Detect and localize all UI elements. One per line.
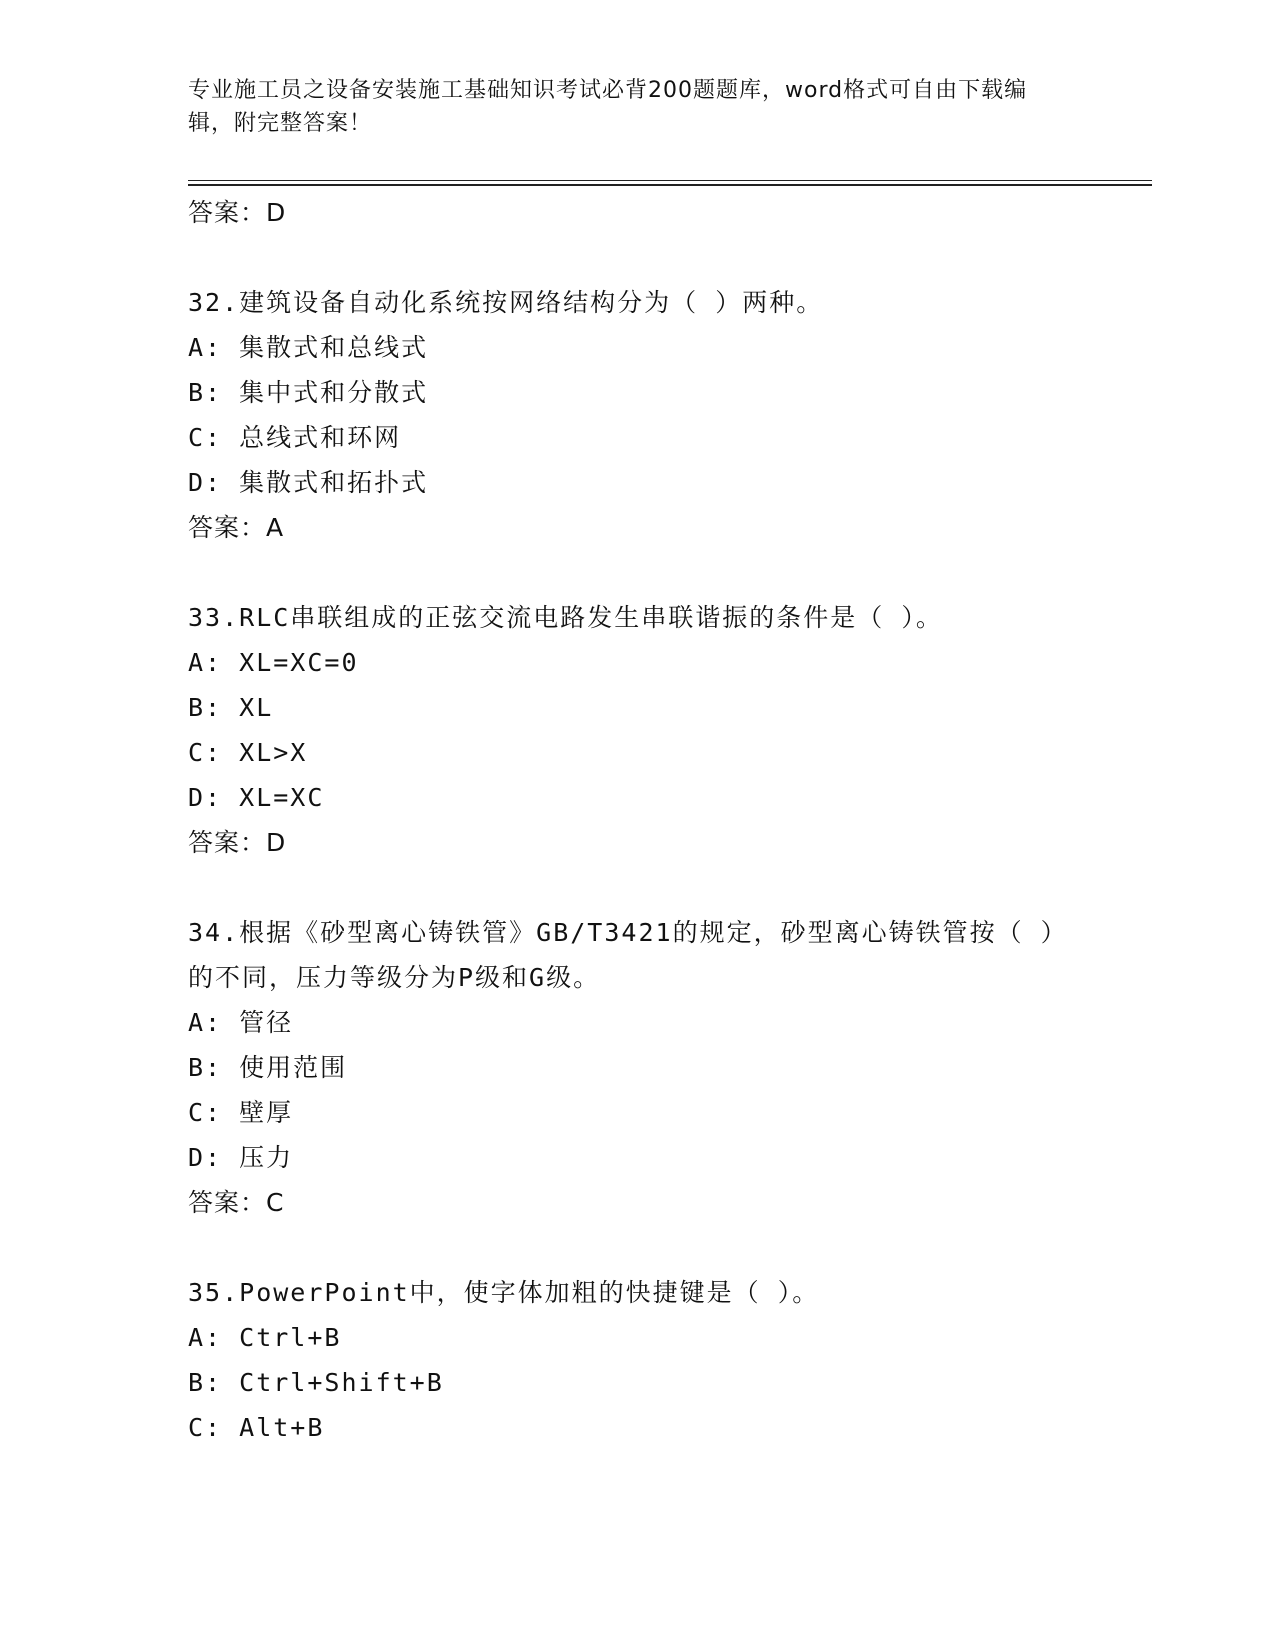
option-a: A: 集散式和总线式 [188,333,429,362]
option-c: C: 壁厚 [188,1098,294,1127]
question-stem: 35.PowerPoint中，使字体加粗的快捷键是（ ）。 [188,1278,820,1307]
question-stem: 34.根据《砂型离心铸铁管》GB/T3421的规定，砂型离心铸铁管按（ ）的不同，压力等级分为P级和G级。 [188,918,1068,992]
answer-line: 答案：A [188,513,285,542]
option-c: C: XL>X [188,738,308,767]
option-d: D: 压力 [188,1143,294,1172]
header-divider-thick [188,184,1152,186]
header-title: 专业施工员之设备安装施工基础知识考试必背200题题库，word格式可自由下载编辑，附完整答案！ [188,78,1028,136]
option-b: B: Ctrl+Shift+B [188,1368,444,1397]
answer-line: 答案：D [188,198,287,227]
option-b: B: 集中式和分散式 [188,378,429,407]
question-stem: 32.建筑设备自动化系统按网络结构分为（ ）两种。 [188,288,824,317]
option-b: B: 使用范围 [188,1053,348,1082]
question-block [188,1270,1088,1450]
question-block [188,910,1088,1225]
option-c: C: Alt+B [188,1413,325,1442]
option-a: A: XL=XC=0 [188,648,359,677]
question-stem: 33.RLC串联组成的正弦交流电路发生串联谐振的条件是（ ）。 [188,603,943,632]
option-a: A: 管径 [188,1008,294,1037]
question-block [188,280,1088,550]
header-divider-thin [188,180,1152,181]
option-d: D: XL=XC [188,783,325,812]
question-block [188,595,1088,865]
option-d: D: 集散式和拓扑式 [188,468,429,497]
option-b: B: XL [188,693,274,722]
answer-line: 答案：C [188,1188,285,1217]
option-a: A: Ctrl+B [188,1323,342,1352]
option-c: C: 总线式和环网 [188,423,402,452]
question-list [188,190,1088,1450]
answer-line: 答案：D [188,828,287,857]
